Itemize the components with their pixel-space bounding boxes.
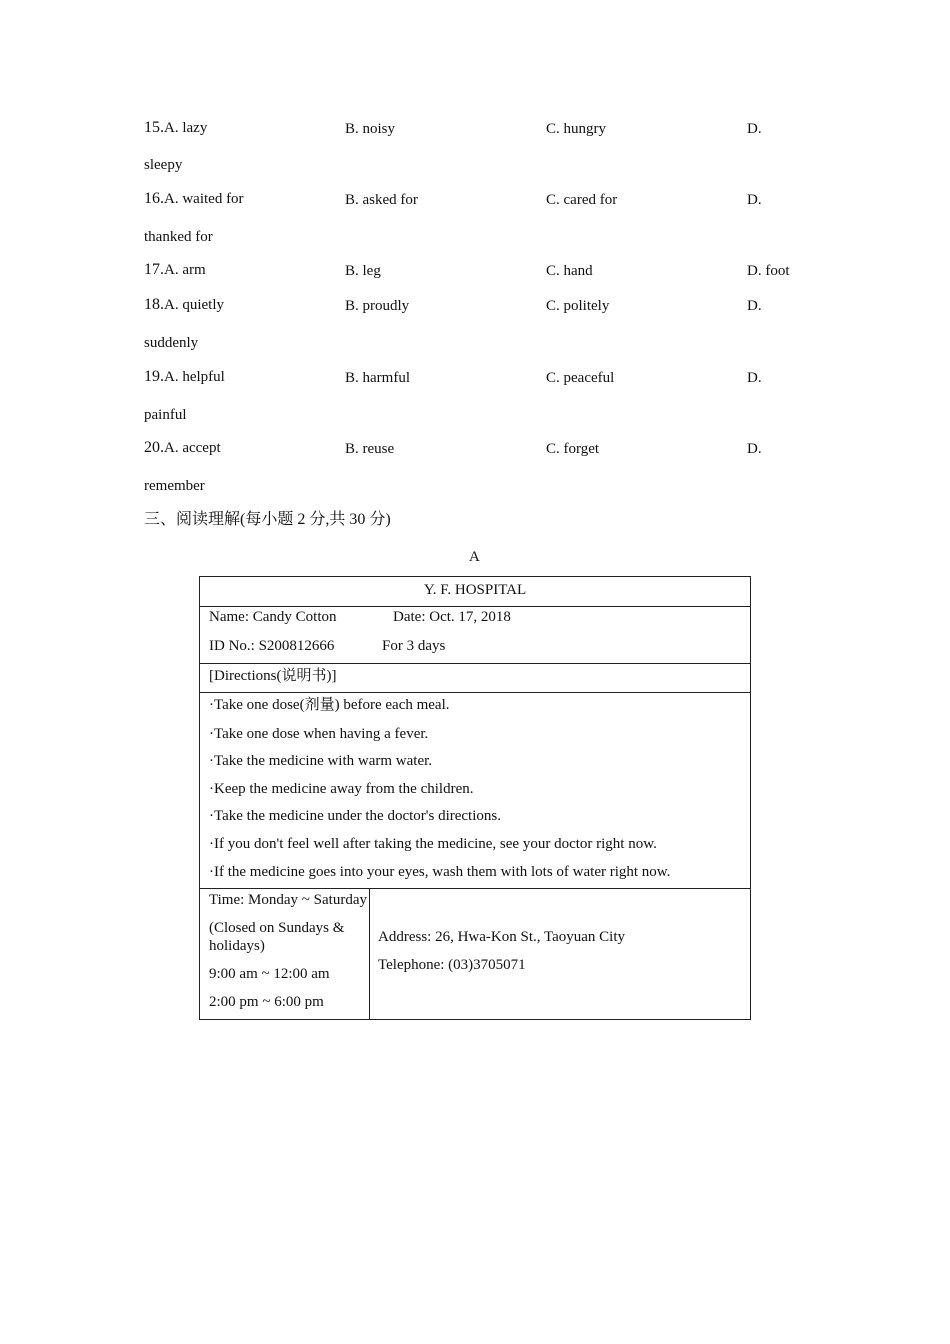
hospital-telephone: Telephone: (03)3705071 <box>378 957 526 973</box>
patient-id: ID No.: S200812666 <box>209 638 335 654</box>
direction-item: ·Take one dose(剂量) before each meal. <box>209 697 450 713</box>
closed-notice: (Closed on Sundays & <box>209 920 345 936</box>
option-b: B. leg <box>345 263 381 279</box>
question-20 <box>144 439 221 457</box>
direction-item: ·If the medicine goes into your eyes, wash them with lots of water right now. <box>209 864 671 880</box>
option-d-word: suddenly <box>144 335 199 351</box>
option-d-letter: D. <box>747 441 762 457</box>
option-c: C. politely <box>546 298 610 314</box>
option-a: A. waited for <box>164 191 244 207</box>
option-b: B. harmful <box>345 370 410 386</box>
option-c: C. forget <box>546 441 600 457</box>
option-c: C. peaceful <box>546 370 615 386</box>
table-divider <box>200 692 750 693</box>
directions-header: [Directions(说明书)] <box>209 668 337 684</box>
morning-hours: 9:00 am ~ 12:00 am <box>209 966 330 982</box>
option-b: B. reuse <box>345 441 395 457</box>
direction-item: ·If you don't feel well after taking the medicine, see your doctor right now. <box>209 836 657 852</box>
option-a: A. accept <box>164 440 221 456</box>
option-b: B. noisy <box>345 121 396 137</box>
afternoon-hours: 2:00 pm ~ 6:00 pm <box>209 994 324 1010</box>
question-number: 17. <box>144 261 164 278</box>
option-a: A. quietly <box>164 297 224 313</box>
option-a: A. helpful <box>164 369 225 385</box>
direction-item: ·Take the medicine with warm water. <box>209 753 433 769</box>
table-divider <box>200 888 750 889</box>
passage-label: A <box>469 549 480 565</box>
option-c: C. hand <box>546 263 593 279</box>
hospital-address: Address: 26, Hwa-Kon St., Taoyuan City <box>378 929 625 945</box>
option-c: C. cared for <box>546 192 618 208</box>
table-divider <box>200 606 750 607</box>
table-divider <box>200 663 750 664</box>
patient-name: Name: Candy Cotton <box>209 609 337 625</box>
prescription-table <box>199 576 751 1020</box>
prescription-duration: For 3 days <box>382 638 446 654</box>
question-16 <box>144 190 244 208</box>
option-d-word: remember <box>144 478 205 494</box>
section-title: 三、阅读理解(每小题 2 分,共 30 分) <box>144 511 391 528</box>
question-19 <box>144 368 225 386</box>
option-a: A. lazy <box>164 120 208 136</box>
question-15 <box>144 119 207 137</box>
table-column-divider <box>369 889 370 1019</box>
question-number: 18. <box>144 296 164 313</box>
opening-days: Time: Monday ~ Saturday <box>209 892 367 908</box>
option-c: C. hungry <box>546 121 606 137</box>
option-d-word: sleepy <box>144 157 183 173</box>
question-number: 16. <box>144 190 164 207</box>
direction-item: ·Keep the medicine away from the children. <box>209 781 474 797</box>
direction-item: ·Take one dose when having a fever. <box>209 726 429 742</box>
option-a: A. arm <box>164 262 206 278</box>
closed-notice-cont: holidays) <box>209 938 265 954</box>
option-d-letter: D. <box>747 192 762 208</box>
option-d: D. foot <box>747 263 790 279</box>
direction-item: ·Take the medicine under the doctor's directions. <box>209 808 501 824</box>
question-number: 15. <box>144 119 164 136</box>
question-18 <box>144 296 224 314</box>
question-number: 19. <box>144 368 164 385</box>
option-b: B. asked for <box>345 192 418 208</box>
option-d-letter: D. <box>747 298 762 314</box>
question-number: 20. <box>144 439 164 456</box>
option-d-letter: D. <box>747 370 762 386</box>
option-d-word: thanked for <box>144 229 213 245</box>
option-b: B. proudly <box>345 298 410 314</box>
option-d-letter: D. <box>747 121 762 137</box>
prescription-date: Date: Oct. 17, 2018 <box>393 609 511 625</box>
question-17 <box>144 261 206 279</box>
hospital-name: Y. F. HOSPITAL <box>423 582 527 598</box>
option-d-word: painful <box>144 407 187 423</box>
